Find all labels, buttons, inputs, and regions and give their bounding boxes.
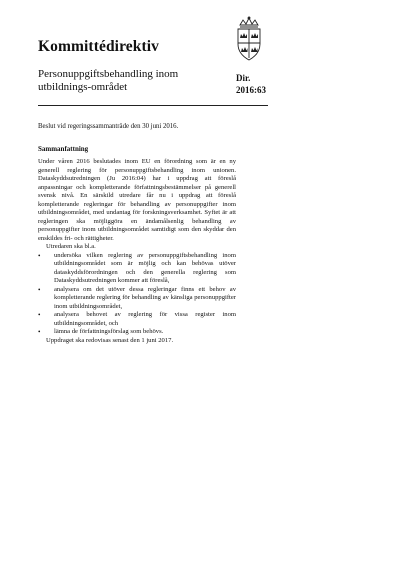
directive-label: Dir.: [236, 73, 251, 83]
header-divider: [38, 105, 268, 106]
task-list: [38, 252, 236, 337]
coat-of-arms-icon: [234, 16, 264, 62]
task-list-item: • lämna de författningsförslag som behövs.: [38, 328, 236, 337]
task-list-item: • undersöka vilken reglering av personuppgiftsbehandling inom utbildningsområdet som är möjlig och kan behövas utöver dataskyddsförordningen och den generella reglering som Dataskyddsutredningen kommer att föreslå,: [38, 252, 236, 286]
task-list-item: • analysera behovet av reglering för vissa register inom utbildningsområdet, och: [38, 311, 236, 328]
decision-line: Beslut vid regeringssammanträde den 30 juni 2016.: [38, 123, 179, 130]
directive-number: 2016:63: [236, 85, 266, 95]
document-type-title: Kommittédirektiv: [38, 38, 159, 55]
deadline-line: Uppdraget ska redovisas senast den 1 juni 2017.: [46, 336, 174, 344]
document-subject: Personuppgiftsbehandling inom utbildnings-området: [38, 68, 179, 93]
task-list-item: • analysera om det utöver dessa regleringar finns ett behov av kompletterande reglering för behandling av känsliga personuppgifter inom utbildningsområdet,: [38, 286, 236, 312]
task-intro: Utredaren ska bl.a.: [46, 243, 96, 250]
section-heading: Sammanfattning: [38, 145, 89, 153]
summary-paragraph: Under våren 2016 beslutades inom EU en förordning som är en ny generell reglering för personuppgiftsbehandling inom unionen. Dataskyddsutredningen (Ju 2016:04) har i uppdrag att föreslå anpassningar och kompletterande författningsbestämmelser på generell svensk nivå. En särskild utredare får nu i uppdrag att föreslå kompletterande regleringar för behandling av personuppgifter inom utbildningsområdet, med undantag för forskningsverksamhet. Syftet är att regleringen ska möjliggöra en ändamålsenlig behandling av personuppgifter inom utbildningsområdet samtidigt som den skyddar den enskildes fri- och rättigheter.: [38, 158, 236, 242]
summary-body: [38, 158, 236, 345]
directive-reference: [236, 72, 266, 96]
